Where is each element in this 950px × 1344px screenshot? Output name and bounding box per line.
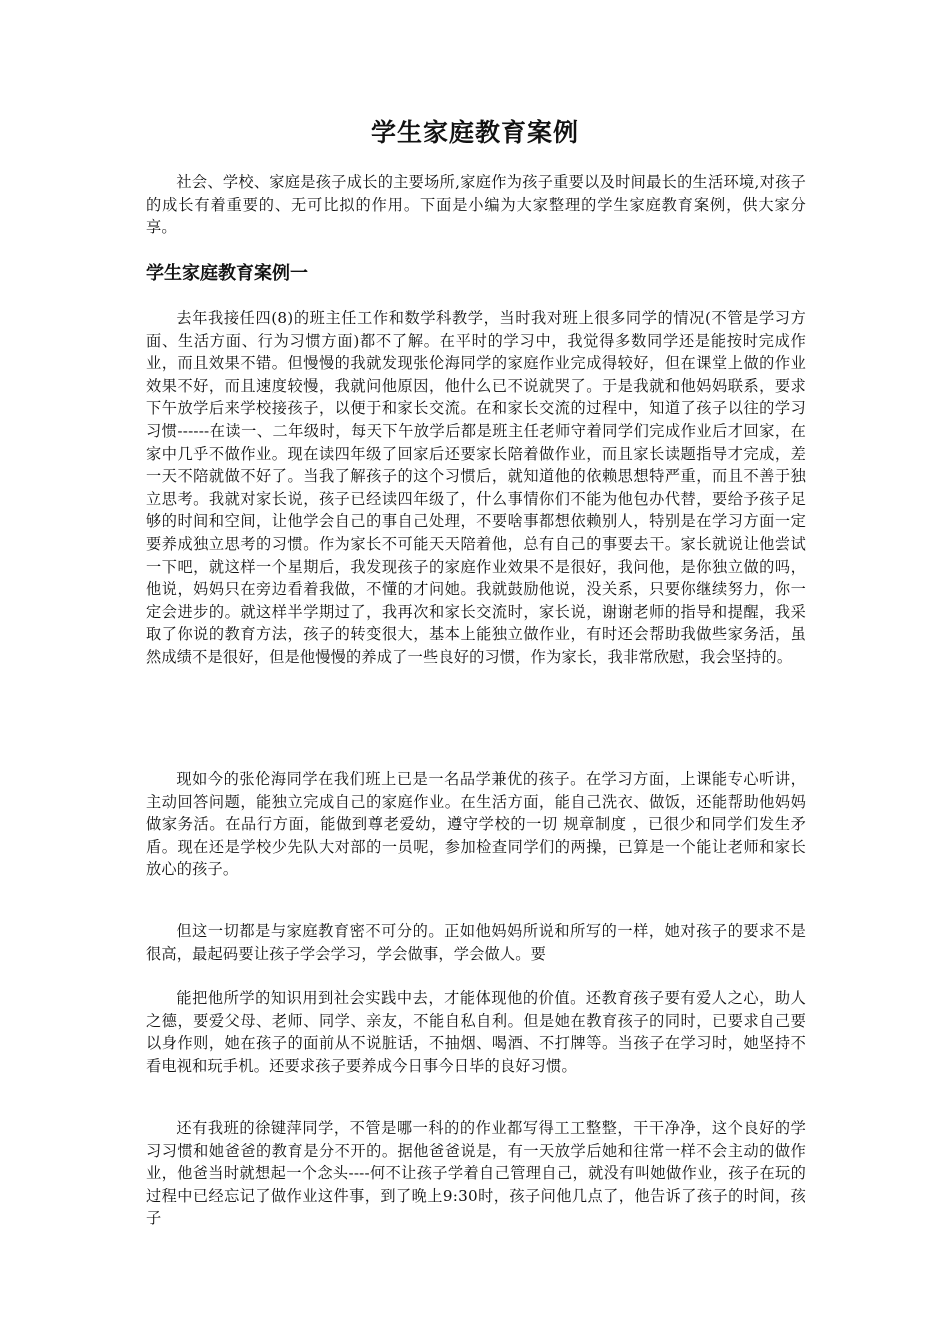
body-paragraph-1: 去年我接任四(8)的班主任工作和数学科教学，当时我对班上很多同学的情况(不管是学习方面、生活方面、行为习惯方面)都不了解。在平时的学习中，我觉得多数同学还是能按时完成作业，而且效果不错。但慢慢的我就发现张伦海同学的家庭作业完成得较好，但在课堂上做的作业效果不好，而且速度较慢，我就问他原因，他什么已不说就哭了。于是我就和他妈妈联系，要求下午放学后来学校接孩子，以便于和家长交流。在和家长交流的过程中，知道了孩子以往的学习习惯------在读一、二年级时，每天下午放学后都是班主任老师守着同学们完成作业后才回家，在家中几乎不做作业。现在读四年级了回家后还要家长陪着做作业，而且家长读题指导才完成，差一天不陪就做不好了。当我了解孩子的这个习惯后，就知道他的依赖思想特严重，而且不善于独立思考。我就对家长说，孩子已经读四年级了，什么事情你们不能为他包办代替，要给予孩子足够的时间和空间，让他学会自己的事自己处理，不要啥事都想依赖别人，特别是在学习方面一定要养成独立思考的习惯。作为家长不可能天天陪着他，总有自己的事要去干。家长就说让他尝试一下吧，就这样一个星期后，我发现孩子的家庭作业效果不是很好，我问他，是你独立做的吗，他说，妈妈只在旁边看着我做，不懂的才问她。我就鼓励他说，没关系，只要你继续努力，你一定会进步的。就这样半学期过了，我再次和家长交流时，家长说，谢谢老师的指导和提醒，我采取了你说的教育方法，孩子的转变很大，基本上能独立做作业，有时还会帮助我做些家务活，虽然成绩不是很好，但是他慢慢的养成了一些良好的习惯，作为家长，我非常欣慰，我会坚持的。 <box>146 309 806 666</box>
document-title: 学生家庭教育案例 <box>370 118 579 147</box>
body-paragraph-4: 能把他所学的知识用到社会实践中去，才能体现他的价值。还教育孩子要有爱人之心，助人之德，要爱父母、老师、同学、亲友，不能自私自利。但是她在教育孩子的同时，已要求自己要以身作则，她在孩子的面前从不说脏话，不抽烟、喝酒、不打牌等。当孩子在学习时，她坚持不看电视和玩手机。还要求孩子要养成今日事今日毕的良好习惯。 <box>146 989 806 1075</box>
body-paragraph-3: 但这一切都是与家庭教育密不可分的。正如他妈妈所说和所写的一样，她对孩子的要求不是很高，最起码要让孩子学会学习，学会做事，学会做人。要 <box>146 922 806 963</box>
intro-paragraph: 社会、学校、家庭是孩子成长的主要场所,家庭作为孩子重要以及时间最长的生活环境,对孩子的成长有着重要的、无可比拟的作用。下面是小编为大家整理的学生家庭教育案例，供大家分享。 <box>146 173 806 237</box>
body-paragraph-5: 还有我班的徐键萍同学，不管是哪一科的的作业都写得工工整整，干干净净，这个良好的学习习惯和她爸爸的教育是分不开的。据他爸爸说是，有一天放学后她和往常一样不会主动的做作业，他爸当时就想起一个念头----何不让孩子学着自己管理自己，就没有叫她做作业，孩子在玩的过程中已经忘记了做作业这件事，到了晚上9:30时，孩子问他几点了，他告诉了孩子的时间，孩子 <box>146 1119 806 1228</box>
section-heading: 学生家庭教育案例一 <box>146 263 308 284</box>
body-paragraph-2: 现如今的张伦海同学在我们班上已是一名品学兼优的孩子。在学习方面，上课能专心听讲，主动回答问题，能独立完成自己的家庭作业。在生活方面，能自己洗衣、做饭，还能帮助他妈妈做家务活。在品行方面，能做到尊老爱幼，遵守学校的一切 规章制度 ，已很少和同学们发生矛盾。现在还是学校少先队大对部的一员呢，参加检查同学们的两操，已算是一个能让老师和家长放心的孩子。 <box>146 770 806 879</box>
